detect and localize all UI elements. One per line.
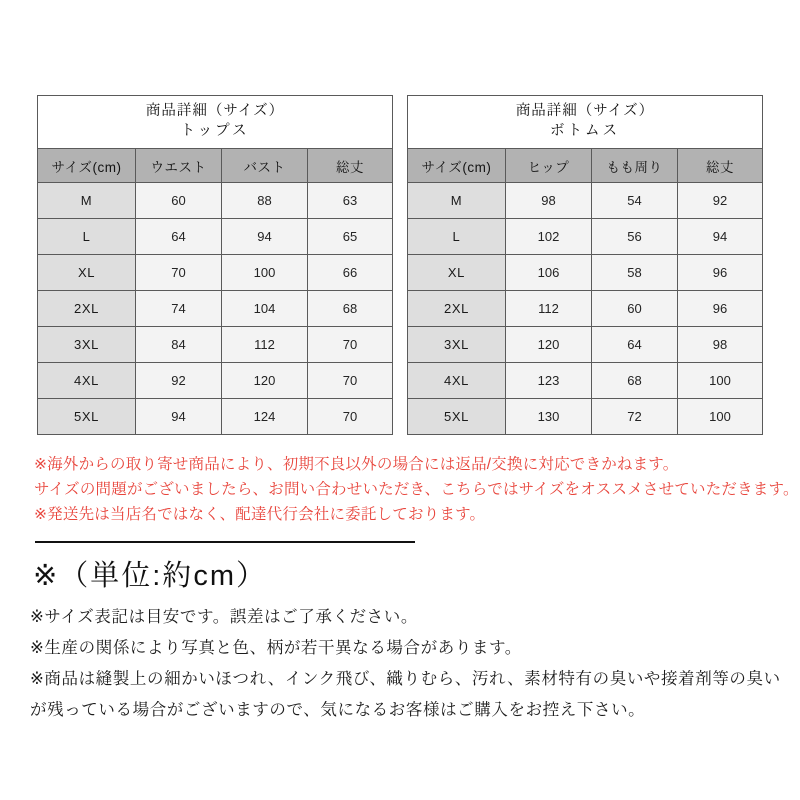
cell-thigh: 58: [591, 255, 677, 291]
table-row: [407, 291, 762, 327]
size-table-tops: [37, 95, 393, 435]
cell-bust: 124: [222, 399, 308, 435]
column-header-length: 総丈: [308, 149, 393, 183]
cell-length: 65: [308, 219, 393, 255]
table-title-line2: トップス: [180, 123, 250, 139]
cell-bust: 112: [222, 327, 308, 363]
black-notice-line-2: ※生産の関係により写真と色、柄が若干異なる場合があります。: [30, 639, 522, 657]
column-header-size: サイズ(cm): [38, 149, 136, 183]
cell-waist: 84: [136, 327, 222, 363]
column-header-size: サイズ(cm): [407, 149, 505, 183]
cell-waist: 92: [136, 363, 222, 399]
cell-size: XL: [407, 255, 505, 291]
table-row: [38, 291, 393, 327]
cell-length: 98: [677, 327, 762, 363]
table-row: [38, 183, 393, 219]
black-notice-line-3: ※商品は縫製上の細かいほつれ、インク飛び、織りむら、汚れ、素材特有の臭いや接着剤等の臭いが残っている場合がございますので、気になるお客様はご購入をお控え下さい。: [30, 670, 781, 719]
table-row: [407, 327, 762, 363]
column-header-thigh: もも周り: [591, 149, 677, 183]
cell-size: M: [38, 183, 136, 219]
table-row: [407, 255, 762, 291]
black-notice-block: [30, 602, 782, 726]
cell-length: 100: [677, 399, 762, 435]
cell-hip: 106: [505, 255, 591, 291]
cell-size: 5XL: [38, 399, 136, 435]
table-title-line1: 商品詳細（サイズ）: [145, 103, 285, 120]
column-header-waist: ウエスト: [136, 149, 222, 183]
cell-hip: 112: [505, 291, 591, 327]
cell-waist: 94: [136, 399, 222, 435]
red-notice-block: [34, 452, 799, 527]
cell-thigh: 64: [591, 327, 677, 363]
size-tables-container: [0, 95, 800, 435]
table-row: [407, 399, 762, 435]
column-header-hip: ヒップ: [505, 149, 591, 183]
table-title-row: [38, 96, 393, 149]
cell-length: 66: [308, 255, 393, 291]
cell-hip: 120: [505, 327, 591, 363]
cell-length: 63: [308, 183, 393, 219]
red-notice-line-2: サイズの問題がございましたら、お問い合わせいただき、こちらではサイズをオススメさせていただきます。: [34, 481, 799, 498]
cell-length: 70: [308, 399, 393, 435]
cell-length: 96: [677, 291, 762, 327]
cell-length: 100: [677, 363, 762, 399]
cell-thigh: 60: [591, 291, 677, 327]
cell-bust: 120: [222, 363, 308, 399]
table-title-tops: [38, 96, 393, 149]
cell-hip: 130: [505, 399, 591, 435]
cell-size: XL: [38, 255, 136, 291]
table-header-row: [38, 149, 393, 183]
cell-hip: 102: [505, 219, 591, 255]
size-table-bottoms: [407, 95, 763, 435]
column-header-length: 総丈: [677, 149, 762, 183]
cell-size: L: [38, 219, 136, 255]
cell-thigh: 68: [591, 363, 677, 399]
table-header-row: [407, 149, 762, 183]
cell-length: 70: [308, 363, 393, 399]
cell-waist: 64: [136, 219, 222, 255]
table-title-line1: 商品詳細（サイズ）: [515, 103, 655, 120]
red-notice-line-3: ※発送先は当店名ではなく、配達代行会社に委託しております。: [34, 506, 486, 523]
cell-length: 68: [308, 291, 393, 327]
table-row: [38, 363, 393, 399]
table-row: [38, 255, 393, 291]
cell-size: 3XL: [38, 327, 136, 363]
cell-length: 94: [677, 219, 762, 255]
table-title-line2: ボトムス: [549, 123, 620, 139]
cell-waist: 60: [136, 183, 222, 219]
table-row: [407, 183, 762, 219]
table-row: [407, 363, 762, 399]
section-divider: [35, 541, 415, 543]
table-title-bottoms: [407, 96, 762, 149]
cell-thigh: 54: [591, 183, 677, 219]
cell-length: 92: [677, 183, 762, 219]
unit-heading: ※（単位:約cm）: [33, 560, 268, 592]
table-row: [38, 327, 393, 363]
table-row: [38, 219, 393, 255]
cell-hip: 123: [505, 363, 591, 399]
column-header-bust: バスト: [222, 149, 308, 183]
cell-waist: 74: [136, 291, 222, 327]
cell-bust: 94: [222, 219, 308, 255]
black-notice-line-1: ※サイズ表記は目安です。誤差はご了承ください。: [30, 608, 418, 626]
cell-size: 4XL: [38, 363, 136, 399]
cell-length: 96: [677, 255, 762, 291]
cell-thigh: 72: [591, 399, 677, 435]
cell-size: M: [407, 183, 505, 219]
cell-hip: 98: [505, 183, 591, 219]
cell-length: 70: [308, 327, 393, 363]
cell-size: 5XL: [407, 399, 505, 435]
red-notice-line-1: ※海外からの取り寄せ商品により、初期不良以外の場合には返品/交換に対応できかねます。: [34, 456, 679, 473]
cell-size: 2XL: [38, 291, 136, 327]
cell-size: 3XL: [407, 327, 505, 363]
table-row: [38, 399, 393, 435]
cell-bust: 100: [222, 255, 308, 291]
table-title-row: [407, 96, 762, 149]
table-row: [407, 219, 762, 255]
cell-size: 4XL: [407, 363, 505, 399]
cell-bust: 88: [222, 183, 308, 219]
cell-thigh: 56: [591, 219, 677, 255]
cell-bust: 104: [222, 291, 308, 327]
cell-waist: 70: [136, 255, 222, 291]
cell-size: 2XL: [407, 291, 505, 327]
cell-size: L: [407, 219, 505, 255]
